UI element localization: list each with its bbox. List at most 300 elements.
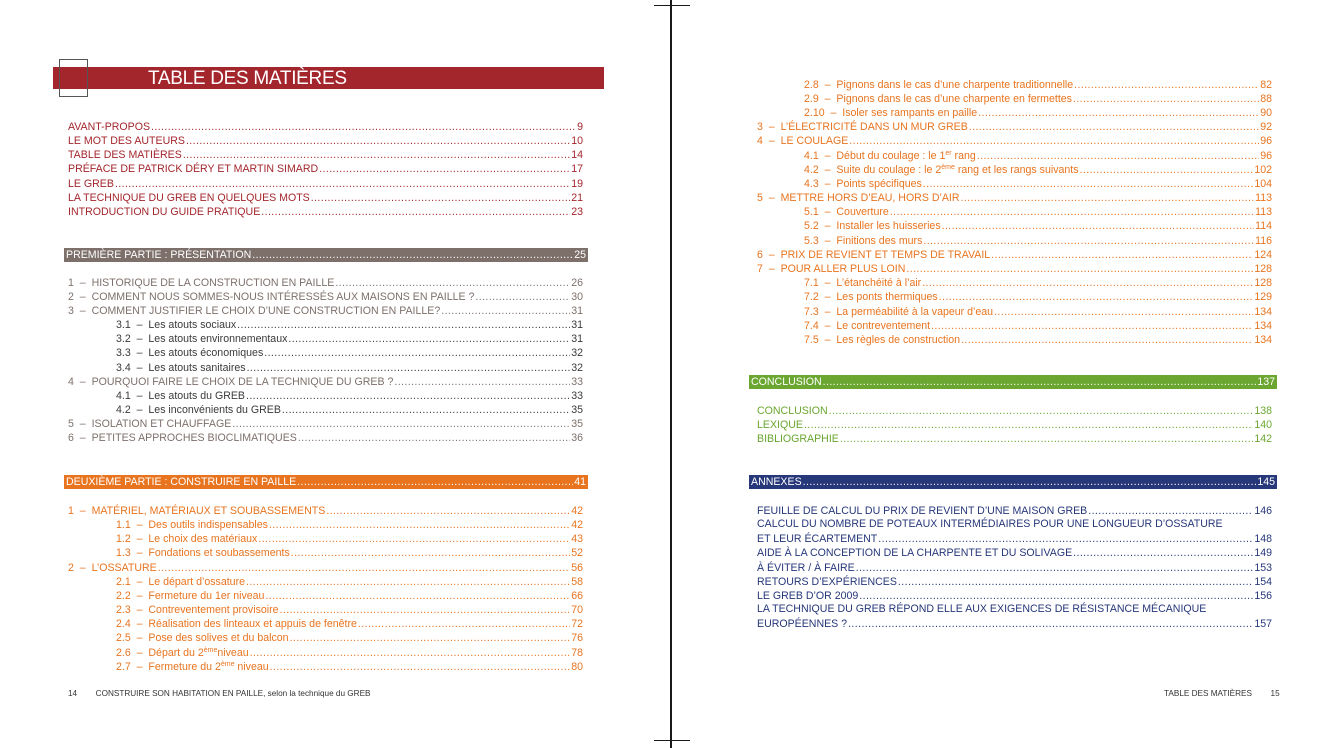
toc-entry-label: L’OSSATURE xyxy=(91,562,157,574)
toc-entry-label: TABLE DES MATIÈRES xyxy=(68,149,182,161)
toc-entry[interactable] xyxy=(116,389,583,403)
toc-entry-label: RETOURS D’EXPÉRIENCES xyxy=(757,576,897,588)
toc-entry-text xyxy=(757,547,1072,560)
toc-entry-label: HISTORIQUE DE LA CONSTRUCTION EN PAILLE xyxy=(91,277,335,289)
toc-entry-text xyxy=(68,135,185,148)
toc-entry-label: LE GREB D’OR 2009 xyxy=(757,590,859,602)
part-two-header[interactable] xyxy=(64,475,588,489)
dot-leader xyxy=(335,277,570,290)
toc-entry[interactable] xyxy=(757,248,1272,262)
toc-entry-label: Suite du coulage : le 2 xyxy=(836,164,942,176)
toc-entry-number: 6 xyxy=(757,249,763,261)
toc-entry-page: 96 xyxy=(1260,135,1272,147)
toc-entry-label: Isoler ses rampants en paille xyxy=(842,107,978,119)
dot-leader xyxy=(158,562,570,575)
toc-entry[interactable] xyxy=(116,603,583,617)
toc-entry[interactable] xyxy=(68,375,583,389)
toc-entry-label: COMMENT JUSTIFIER LE CHOIX D’UNE CONSTRUCTION EN PAILLE? xyxy=(91,305,441,317)
toc-entry-label: PETITES APPROCHES BIOCLIMATIQUES xyxy=(91,432,297,444)
toc-entry-label: LE COULAGE xyxy=(780,135,849,147)
toc-entry-number: 1.3 xyxy=(116,547,131,559)
toc-entry-number: 1 xyxy=(68,277,74,289)
toc-entry[interactable] xyxy=(68,162,583,176)
toc-entry-page: 128 xyxy=(1254,263,1272,275)
toc-entry[interactable] xyxy=(757,575,1272,589)
toc-entry[interactable] xyxy=(804,177,1272,191)
toc-entry-text: 7.4 – Le contreventement xyxy=(804,320,931,332)
dot-leader xyxy=(1073,547,1253,560)
toc-entry-text xyxy=(68,178,114,191)
toc-entry-text: 1 – MATÉRIEL, MATÉRIAUX ET SOUBASSEMENTS xyxy=(68,505,326,517)
toc-entry[interactable] xyxy=(757,589,1272,603)
toc-entry-text: 2.5 – Pose des solives et du balcon xyxy=(116,632,289,644)
dot-leader xyxy=(269,519,570,532)
toc-entry-text: 2.6 – Départ du 2èmeniveau xyxy=(116,647,249,659)
toc-entry-text xyxy=(68,206,260,219)
toc-entry-number: 4.1 xyxy=(804,150,819,162)
annexes-header[interactable] xyxy=(749,475,1277,489)
toc-entry[interactable] xyxy=(804,276,1272,290)
toc-entry-page: 23 xyxy=(571,206,583,218)
toc-entry-label: Fondations et soubassements xyxy=(148,547,290,559)
toc-entry-page: 31 xyxy=(571,305,583,317)
toc-entry-number: 1 xyxy=(68,505,74,517)
toc-entry-page: 157 xyxy=(1254,618,1272,630)
toc-entry[interactable] xyxy=(116,332,583,346)
toc-entry-page: 129 xyxy=(1254,291,1272,303)
toc-entry-page: 14 xyxy=(571,149,583,161)
toc-entry-number: 3.4 xyxy=(116,362,131,374)
toc-entry-page: 33 xyxy=(571,390,583,402)
toc-entry-page: 88 xyxy=(1260,93,1272,105)
dot-leader xyxy=(1074,79,1259,92)
toc-entry-page: 154 xyxy=(1254,576,1272,588)
toc-entry-page: 78 xyxy=(571,647,583,659)
toc-entry[interactable] xyxy=(68,205,583,219)
toc-entry-text: 7.1 – L’étanchéité à l’air xyxy=(804,277,922,289)
toc-entry-page: 36 xyxy=(571,432,583,444)
toc-entry-number: 2 xyxy=(68,562,74,574)
toc-entry-page: 92 xyxy=(1260,121,1272,133)
toc-entry-label: Départ du 2 xyxy=(148,647,204,659)
toc-entry-label: Les atouts environnementaux xyxy=(148,333,288,345)
toc-entry-text xyxy=(68,149,182,162)
toc-entry-label: Points spécifiques xyxy=(836,178,922,190)
toc-entry[interactable] xyxy=(68,134,583,148)
toc-entry-superscript: er xyxy=(945,150,952,157)
dot-leader xyxy=(475,291,570,304)
toc-entry-label-suffix: rang et les rangs suivants xyxy=(954,164,1079,176)
toc-entry-text: 2.9 – Pignons dans le cas d’une charpente en fermettes xyxy=(804,93,1072,105)
toc-entry-page: 82 xyxy=(1260,79,1272,91)
toc-entry-page: 9 xyxy=(577,121,583,133)
toc-entry-page: 138 xyxy=(1254,405,1272,417)
toc-entry-page: 56 xyxy=(571,562,583,574)
annexes-label: ANNEXES xyxy=(751,476,802,488)
toc-entry-label: BIBLIOGRAPHIE xyxy=(757,433,839,445)
toc-entry-text: 2.7 – Fermeture du 2ème niveau xyxy=(116,661,269,673)
toc-entry[interactable] xyxy=(116,518,583,532)
toc-entry-text: 1.1 – Des outils indispensables xyxy=(116,519,268,531)
dot-leader xyxy=(298,432,570,445)
toc-entry-text xyxy=(757,533,877,546)
toc-entry-text: 2.3 – Contreventement provisoire xyxy=(116,604,279,616)
toc-entry[interactable] xyxy=(116,346,583,360)
toc-entry-text: 5.2 – Installer les huisseries xyxy=(804,220,941,232)
toc-entry-label: Les inconvénients du GREB xyxy=(148,404,281,416)
toc-entry[interactable] xyxy=(804,219,1272,233)
toc-entry-number: 6 xyxy=(68,432,74,444)
toc-entry-number: 3.3 xyxy=(116,347,131,359)
toc-entry-page: 149 xyxy=(1254,547,1272,559)
toc-entry-label: Pignons dans le cas d’une charpente traditionnelle xyxy=(836,79,1074,91)
toc-entry[interactable] xyxy=(804,234,1272,248)
toc-entry[interactable] xyxy=(116,403,583,417)
toc-entry-number: 2.3 xyxy=(116,604,131,616)
dot-leader xyxy=(922,277,1253,290)
part-one-header[interactable] xyxy=(64,248,588,262)
toc-entry-number: 4.2 xyxy=(804,164,819,176)
toc-entry[interactable] xyxy=(116,589,583,603)
toc-entry-text xyxy=(68,163,318,176)
toc-entry-page: 58 xyxy=(571,576,583,588)
dot-leader xyxy=(326,505,570,518)
toc-entry[interactable] xyxy=(68,290,583,304)
dot-leader xyxy=(265,590,570,603)
title-decor-box xyxy=(59,59,88,97)
toc-entry[interactable] xyxy=(68,191,583,205)
dot-leader xyxy=(961,334,1253,347)
toc-entry-text: 2.4 – Réalisation des linteaux et appuis de fenêtre xyxy=(116,618,357,630)
toc-entry-label: LE MOT DES AUTEURS xyxy=(68,135,185,147)
toc-entry[interactable] xyxy=(757,532,1272,546)
toc-entry[interactable] xyxy=(757,432,1272,446)
toc-entry-text xyxy=(757,618,847,631)
toc-entry-number: 3.1 xyxy=(116,319,131,331)
toc-entry-label: LA TECHNIQUE DU GREB EN QUELQUES MOTS xyxy=(68,192,310,204)
toc-entry-label: Le départ d’ossature xyxy=(148,576,245,588)
dot-leader xyxy=(890,206,1254,219)
toc-entry[interactable] xyxy=(804,106,1272,120)
toc-entry[interactable] xyxy=(68,148,583,162)
toc-entry-label: LE GREB xyxy=(68,178,114,190)
toc-entry[interactable] xyxy=(757,561,1272,575)
toc-entry-text: 3.2 – Les atouts environnementaux xyxy=(116,333,288,345)
toc-entry-text: 3 – COMMENT JUSTIFIER LE CHOIX D’UNE CONSTRUCTION EN PAILLE? xyxy=(68,305,441,317)
toc-entry[interactable] xyxy=(757,262,1272,276)
toc-entry-page: 156 xyxy=(1254,590,1272,602)
dot-leader xyxy=(931,320,1253,333)
dot-leader xyxy=(311,192,570,205)
toc-entry-text: 7.5 – Les règles de construction xyxy=(804,334,961,346)
toc-entry-label: Le choix des matériaux xyxy=(148,533,258,545)
toc-entry-number: 2.4 xyxy=(116,618,131,630)
toc-entry[interactable] xyxy=(757,134,1272,148)
toc-entry-page: 26 xyxy=(571,277,583,289)
toc-entry-page: 31 xyxy=(571,333,583,345)
dot-leader xyxy=(151,121,576,134)
toc-entry-text: 3.3 – Les atouts économiques xyxy=(116,347,264,359)
toc-entry-page: 102 xyxy=(1254,164,1272,176)
toc-entry-text: 7.2 – Les ponts thermiques xyxy=(804,291,938,303)
toc-entry-text: 4.2 – Les inconvénients du GREB xyxy=(116,404,281,416)
toc-entry-page: 35 xyxy=(571,404,583,416)
dot-leader xyxy=(186,135,570,148)
dot-leader xyxy=(829,405,1254,418)
toc-entry-number: 2.1 xyxy=(116,576,131,588)
toc-entry-page: 140 xyxy=(1254,419,1272,431)
toc-entry-label: Les atouts sanitaires xyxy=(148,362,246,374)
toc-entry-label: L’ÉLECTRICITÉ DANS UN MUR GREB xyxy=(780,121,968,133)
toc-entry-text: 2 – L’OSSATURE xyxy=(68,562,157,574)
toc-entry-text: 6 – PETITES APPROCHES BIOCLIMATIQUES xyxy=(68,432,297,444)
toc-entry[interactable] xyxy=(68,504,583,518)
toc-entry[interactable] xyxy=(804,290,1272,304)
dot-leader xyxy=(247,362,571,375)
dot-leader xyxy=(898,576,1253,589)
part-two-page: 41 xyxy=(574,476,586,488)
toc-entry-page: 124 xyxy=(1254,249,1272,261)
toc-entry[interactable] xyxy=(116,660,583,674)
toc-entry-page: 66 xyxy=(571,590,583,602)
dot-leader xyxy=(319,163,570,176)
toc-entry-number: 2 xyxy=(68,291,74,303)
toc-entry[interactable] xyxy=(804,78,1272,92)
toc-entry[interactable] xyxy=(804,305,1272,319)
dot-leader xyxy=(183,149,570,162)
toc-entry-page: 134 xyxy=(1254,320,1272,332)
toc-entry-text xyxy=(757,576,897,589)
toc-entry-number: 2.5 xyxy=(116,632,131,644)
dot-leader xyxy=(923,235,1254,248)
toc-entry-label: Le contreventement xyxy=(836,320,931,332)
left-page-number: 14 xyxy=(68,689,78,698)
toc-entry-page: 113 xyxy=(1255,192,1272,204)
toc-entry[interactable] xyxy=(68,276,583,290)
dot-leader xyxy=(991,249,1253,262)
toc-entry-text: 2.8 – Pignons dans le cas d’une charpente traditionnelle xyxy=(804,79,1074,91)
toc-entry-page: 104 xyxy=(1254,178,1272,190)
toc-entry-label: Début du coulage : le 1 xyxy=(836,150,946,162)
toc-entry-number: 7.4 xyxy=(804,320,819,332)
toc-entry-page: 30 xyxy=(571,291,583,303)
toc-entry-text: 4 – LE COULAGE xyxy=(757,135,849,147)
toc-entry-number: 5.2 xyxy=(804,220,819,232)
toc-entry[interactable] xyxy=(757,504,1272,518)
toc-entry-page: 17 xyxy=(571,163,583,175)
toc-entry-label: LEXIQUE xyxy=(757,419,803,431)
dot-leader xyxy=(804,419,1253,432)
dot-leader xyxy=(923,178,1254,191)
toc-entry[interactable] xyxy=(757,546,1272,560)
page-title: TABLE DES MATIÈRES xyxy=(148,68,347,89)
toc-entry-page: 32 xyxy=(571,347,583,359)
dot-leader xyxy=(906,263,1253,276)
toc-entry-text: 4 – POURQUOI FAIRE LE CHOIX DE LA TECHNIQUE DU GREB ? xyxy=(68,376,394,388)
right-page-number: 15 xyxy=(1270,689,1280,698)
dot-leader xyxy=(290,632,571,645)
toc-entry-label: Des outils indispensables xyxy=(148,519,268,531)
toc-entry-number: 5 xyxy=(68,418,74,430)
toc-entry-label: ET LEUR ÉCARTEMENT xyxy=(757,533,878,545)
toc-entry-number: 5.1 xyxy=(804,206,819,218)
toc-entry[interactable] xyxy=(116,617,583,631)
left-footer-title: CONSTRUIRE SON HABITATION EN PAILLE, selon la technique du GREB xyxy=(95,689,371,698)
crop-mark-bottom xyxy=(654,740,690,741)
toc-entry-label: INTRODUCTION DU GUIDE PRATIQUE xyxy=(68,206,261,218)
toc-entry-page: 19 xyxy=(571,178,583,190)
toc-entry-label: L’étanchéité à l’air xyxy=(836,277,922,289)
toc-entry-label: CONCLUSION xyxy=(757,405,828,417)
toc-entry-label: Les atouts sociaux xyxy=(148,319,237,331)
toc-entry-label: COMMENT NOUS SOMMES-NOUS INTÉRESSÉS AUX MAISONS EN PAILLE ? xyxy=(91,291,475,303)
dot-leader xyxy=(994,306,1253,319)
toc-entry-text: 1 – HISTORIQUE DE LA CONSTRUCTION EN PAILLE xyxy=(68,277,335,289)
dot-leader xyxy=(878,533,1253,546)
toc-entry-text: 3 – L’ÉLECTRICITÉ DANS UN MUR GREB xyxy=(757,121,968,133)
toc-entry-text: 6 – PRIX DE REVIENT ET TEMPS DE TRAVAIL xyxy=(757,249,991,261)
toc-entry-text: 2.1 – Le départ d’ossature xyxy=(116,576,245,588)
toc-entry-text: 4.2 – Suite du coulage : le 2ème rang et les rangs suivants xyxy=(804,164,1079,176)
toc-entry-label-suffix: rang xyxy=(951,150,976,162)
toc-entry[interactable] xyxy=(116,546,583,560)
toc-entry-text: 1.2 – Le choix des matériaux xyxy=(116,533,258,545)
toc-entry-label-suffix: niveau xyxy=(217,647,249,659)
toc-entry[interactable] xyxy=(116,361,583,375)
toc-entry[interactable] xyxy=(804,205,1272,219)
conclusion-header[interactable] xyxy=(749,375,1277,389)
toc-entry-number: 2.9 xyxy=(804,93,819,105)
toc-entry-number: 7 xyxy=(757,263,763,275)
toc-entry[interactable] xyxy=(68,177,583,191)
toc-entry-number: 2.10 xyxy=(804,107,825,119)
toc-entry-text: 4.1 – Début du coulage : le 1er rang xyxy=(804,150,976,162)
left-footer xyxy=(68,689,371,698)
toc-entry-page: 31 xyxy=(571,319,583,331)
toc-entry-page: 35 xyxy=(571,418,583,430)
dot-leader xyxy=(270,661,571,674)
dot-leader xyxy=(1088,505,1253,518)
toc-entry-label: Fermeture du 1er niveau xyxy=(148,590,265,602)
toc-entry-page: 32 xyxy=(571,362,583,374)
toc-entry[interactable] xyxy=(804,319,1272,333)
toc-entry-first-line: CALCUL DU NOMBRE DE POTEAUX INTERMÉDIAIRES POUR UNE LONGUEUR D’OSSATURE xyxy=(757,518,1223,530)
dot-leader xyxy=(978,107,1259,120)
toc-entry-label: Les atouts du GREB xyxy=(148,390,245,402)
toc-entry-text xyxy=(757,562,855,575)
toc-entry-number: 3 xyxy=(68,305,74,317)
toc-entry-text xyxy=(757,590,858,603)
toc-entry-text: 2 – COMMENT NOUS SOMMES-NOUS INTÉRESSÉS AUX MAISONS EN PAILLE ? xyxy=(68,291,475,303)
toc-entry[interactable] xyxy=(757,404,1272,418)
toc-entry[interactable] xyxy=(68,417,583,431)
dot-leader xyxy=(859,590,1253,603)
dot-leader xyxy=(856,562,1254,575)
toc-entry[interactable] xyxy=(757,418,1272,432)
toc-entry-text xyxy=(68,121,150,134)
toc-entry-number: 4 xyxy=(68,376,74,388)
toc-entry-text: 1.3 – Fondations et soubassements xyxy=(116,547,290,559)
toc-entry-page: 70 xyxy=(571,604,583,616)
toc-entry[interactable] xyxy=(68,120,583,134)
toc-entry-page: 134 xyxy=(1254,306,1272,318)
part-one-page: 25 xyxy=(574,249,586,261)
toc-entry-label: Pose des solives et du balcon xyxy=(148,632,289,644)
toc-entry-number: 2.2 xyxy=(116,590,131,602)
dot-leader xyxy=(441,305,570,318)
toc-entry-text: 2.2 – Fermeture du 1er niveau xyxy=(116,590,265,602)
toc-entry-label: Réalisation des linteaux et appuis de fenêtre xyxy=(148,618,357,630)
toc-entry-number: 4.3 xyxy=(804,178,819,190)
toc-entry-text xyxy=(757,505,1087,518)
toc-entry-label: AIDE À LA CONCEPTION DE LA CHARPENTE ET DU SOLIVAGE xyxy=(757,547,1073,559)
toc-entry[interactable] xyxy=(757,120,1272,134)
toc-entry-label: POURQUOI FAIRE LE CHOIX DE LA TECHNIQUE DU GREB ? xyxy=(91,376,394,388)
dot-leader xyxy=(282,404,570,417)
toc-entry-page: 90 xyxy=(1260,107,1272,119)
toc-entry-page: 10 xyxy=(571,135,583,147)
toc-entry-text xyxy=(757,405,828,418)
toc-entry-label: Les règles de construction xyxy=(836,334,961,346)
toc-entry[interactable] xyxy=(116,631,583,645)
toc-entry[interactable] xyxy=(116,318,583,332)
toc-entry[interactable] xyxy=(68,561,583,575)
dot-leader xyxy=(232,418,570,431)
toc-entry[interactable] xyxy=(68,304,583,318)
toc-entry-label: MATÉRIEL, MATÉRIAUX ET SOUBASSEMENTS xyxy=(91,505,326,517)
toc-entry-label: EUROPÉENNES ? xyxy=(757,618,848,630)
dot-leader xyxy=(1073,93,1259,106)
toc-entry-number: 1.2 xyxy=(116,533,131,545)
toc-entry-number: 7.2 xyxy=(804,291,819,303)
toc-entry-label: POUR ALLER PLUS LOIN xyxy=(780,263,906,275)
toc-entry-text: 4.1 – Les atouts du GREB xyxy=(116,390,245,402)
toc-entry[interactable] xyxy=(804,333,1272,347)
toc-entry-label: Fermeture du 2 xyxy=(148,661,221,673)
dot-leader xyxy=(280,604,571,617)
dot-leader xyxy=(291,547,570,560)
toc-entry-label: ISOLATION ET CHAUFFAGE xyxy=(91,418,232,430)
dot-leader xyxy=(246,390,570,403)
toc-entry-superscript: ème xyxy=(203,647,218,654)
toc-entry-page: 148 xyxy=(1254,533,1272,545)
right-footer xyxy=(1164,689,1280,698)
conclusion-label: CONCLUSION xyxy=(751,376,822,388)
toc-entry-page: 113 xyxy=(1255,206,1272,218)
book-spine xyxy=(670,0,672,748)
toc-entry[interactable] xyxy=(804,92,1272,106)
toc-entry-number: 2.8 xyxy=(804,79,819,91)
toc-entry-page: 42 xyxy=(571,519,583,531)
toc-entry[interactable] xyxy=(116,532,583,546)
toc-entry[interactable] xyxy=(757,617,1272,631)
toc-entry-number: 7.1 xyxy=(804,277,819,289)
toc-entry-page: 33 xyxy=(571,376,583,388)
toc-entry[interactable] xyxy=(804,163,1272,177)
dot-leader xyxy=(246,576,570,589)
toc-entry[interactable] xyxy=(68,431,583,445)
toc-entry-number: 1.1 xyxy=(116,519,131,531)
toc-entry-page: 128 xyxy=(1254,277,1272,289)
toc-entry-number: 3 xyxy=(757,121,763,133)
toc-entry-page: 80 xyxy=(571,661,583,673)
dot-leader xyxy=(1080,164,1254,177)
toc-entry[interactable] xyxy=(116,575,583,589)
toc-entry-page: 52 xyxy=(571,547,583,559)
toc-entry-label: Installer les huisseries xyxy=(836,220,941,232)
toc-entry[interactable] xyxy=(757,191,1272,205)
right-footer-title: TABLE DES MATIÈRES xyxy=(1164,689,1252,698)
